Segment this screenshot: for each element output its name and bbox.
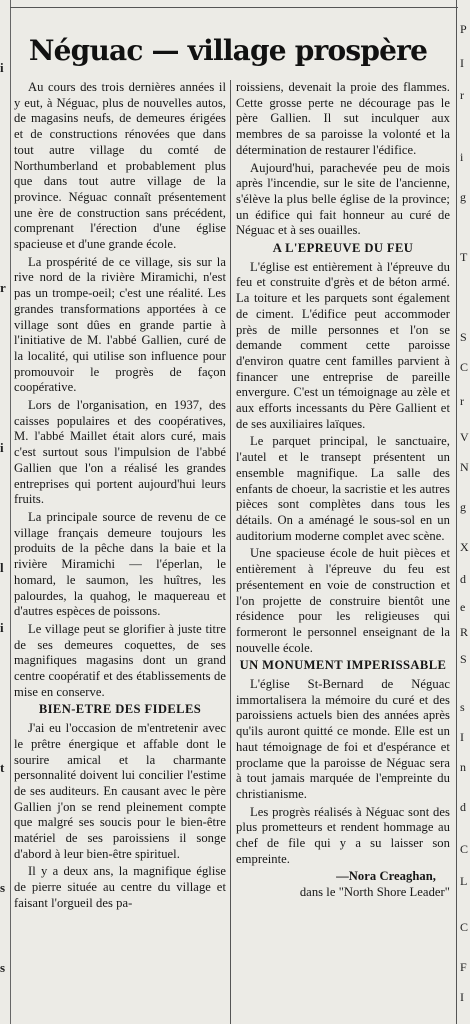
paragraph: roissiens, devenait la proie des flammes. Cette grosse perte ne décourage pas le père Gallien. Il sut inculquer aux membres de sa paroisse la volonté et la détermination de restaurer l'édifice. xyxy=(236,80,450,157)
margin-fragment-letter: i xyxy=(460,150,464,164)
margin-fragment-letter: L xyxy=(460,874,468,888)
margin-fragment-letter: C xyxy=(460,360,469,374)
margin-fragment-letter: t xyxy=(0,760,5,775)
adjacent-column-fragment xyxy=(459,0,470,1024)
margin-fragment-letter: i xyxy=(0,620,4,635)
left-column-edge xyxy=(0,0,11,1024)
margin-fragment-letter: i xyxy=(0,60,4,75)
margin-fragment-letter: S xyxy=(460,330,467,344)
top-rule xyxy=(10,7,458,8)
paragraph: L'église est entièrement à l'épreuve du feu et construite d'grès et de béton armé. La toiture et les parquets sont également de ciment. L'édifice peut accommoder près de mille personnes et l'on se demande comment cette paroisse d'environ quatre cent familles parvient à financer une entreprise de pareille envergure. C'est un témoignage au zèle et aux efforts incessants du Père Gallient et de ses auxiliaires laïques. xyxy=(236,259,450,431)
paragraph: L'église St-Bernard de Néguac immortalisera la mémoire du curé et des paroissiens actuels bien des années après qu'ils auront quitté ce monde. Elle est un haut témoignage de foi et d'espérance et proclame que la paroisse de Néguac sera à tout jamais marquée de l'empreinte du christianisme. xyxy=(236,677,450,801)
margin-fragment-letter: S xyxy=(460,652,467,666)
margin-fragment-letter: N xyxy=(460,460,469,474)
margin-fragment-letter: d xyxy=(460,572,466,586)
margin-fragment-letter: X xyxy=(460,540,469,554)
paragraph: La prospérité de ce village, sis sur la rive nord de la rivière Miramichi, n'est pas un trompe-oeil; c'est une réalité. Les grandes transformations apportées à ce village sont dûes en grande partie à l'initiative de M. l'abbé Gallien, curé de la localité, qui utilise son influence pour promouvoir le progrès de façon coopérative. xyxy=(14,254,226,395)
source-credit: dans le "North Shore Leader" xyxy=(299,885,450,900)
article-title: Néguac — village prospère xyxy=(28,34,428,67)
margin-fragment-letter: s xyxy=(460,700,465,714)
margin-fragment-letter: P xyxy=(460,22,467,36)
paragraph: Les progrès réalisés à Néguac sont des plus prometteurs et rendent hommage au chef de file qui y a su laisser son empreinte. xyxy=(236,804,450,866)
margin-fragment-letter: r xyxy=(460,88,464,102)
section-subhead: BIEN-ETRE DES FIDELES xyxy=(38,702,202,717)
margin-fragment-letter: i xyxy=(0,440,4,455)
paragraph: Il y a deux ans, la magnifique église de pierre située au centre du village et faisant l'orgueil des pa- xyxy=(14,864,226,910)
margin-fragment-letter: s xyxy=(0,960,6,975)
margin-fragment-letter: r xyxy=(460,394,464,408)
paragraph: Le parquet principal, le sanctuaire, l'autel et le transept présentent un ensemble magnifique. La salle des enfants de choeur, la sacristie et les autres pièces sont complètes dans tous les détails. On a aménagé le sous-sol en un auditorium moderne complet avec scène. xyxy=(236,434,450,543)
margin-fragment-letter: d xyxy=(460,800,466,814)
right-column-edge xyxy=(456,0,457,1024)
margin-fragment-letter: s xyxy=(0,880,6,895)
paragraph: J'ai eu l'occasion de m'entretenir avec le prêtre énergique et affable dont le sourire amical et la charmante personnalité doivent lui concilier l'estime de ses auditeurs. En causant avec le père Gallien j'on se rend pleinement compte que malgré ses soucis pour le bien-être matériel de ses paroissiens il songe d'abord à leur bien-être spirituel. xyxy=(14,721,226,861)
paragraph: Aujourd'hui, parachevée peu de mois après l'incendie, sur le site de l'ancienne, s'élève la plus belle église de la province; un édifice qui fait honneur au curé de Néguac et à ses ouailles. xyxy=(236,160,450,238)
margin-fragment-letter: e xyxy=(460,600,466,614)
margin-fragment-letter: V xyxy=(460,430,469,444)
margin-fragment-letter: R xyxy=(460,625,469,639)
margin-fragment-letter: r xyxy=(0,280,6,295)
margin-fragment-letter: C xyxy=(460,920,469,934)
author-signature: —Nora Creaghan, xyxy=(336,869,436,884)
paragraph: Le village peut se glorifier à juste titre de ses demeures coquettes, de ses magnifiques magasins dont un grand centre coopératif et des établissements de mise en conserve. xyxy=(14,621,226,699)
paragraph: Lors de l'organisation, en 1937, des caisses populaires et des coopératives, M. l'abbé Maillet était alors curé, mais c'est surtout sous l'impulsion de l'abbé Gallien que l'on a réalisé les grandes entreprises qui portent aujourd'hui leurs fruits. xyxy=(14,398,226,507)
margin-fragment-letter: I xyxy=(460,56,464,70)
section-subhead: UN MONUMENT IMPERISSABLE xyxy=(239,658,447,673)
margin-fragment-letter: n xyxy=(460,760,466,774)
margin-fragment-letter: I xyxy=(460,990,464,1004)
paragraph: Au cours des trois dernières années il y eut, à Néguac, plus de nouvelles autos, de magasins neufs, de demeures érigées et de constructions rénovées que dans tout autre village du comté de Northumberland et probablement plus que dans tout autre village de la province. Néguac connaît présentement une ère de construction sans précédent, comprenant l'érection d'une église spacieuse et d'une grande école. xyxy=(14,80,226,252)
margin-fragment-letter: F xyxy=(460,960,467,974)
margin-fragment-letter: T xyxy=(460,250,468,264)
margin-fragment-letter: g xyxy=(460,500,466,514)
section-subhead: A L'EPREUVE DU FEU xyxy=(272,241,414,256)
article-column-left xyxy=(14,80,226,914)
column-divider xyxy=(230,80,231,1024)
article-column-right xyxy=(236,80,450,901)
margin-fragment-letter: C xyxy=(460,842,469,856)
margin-fragment-letter: l xyxy=(0,560,4,575)
paragraph: Une spacieuse école de huit pièces et entièrement à l'épreuve du feu est présentement en voie de construction et l'on projette de construire bientôt une résidence pour les religieuses qui formeront le personnel enseignant de la nouvelle école. xyxy=(236,546,450,655)
paragraph: La principale source de revenu de ce village français demeure toujours les produits de la pêche dans la baie et la rivière Miramichi — l'éperlan, le homard, le saumon, les huîtres, les palourdes, la quahog, le maquereau et d'autres espèces de poissons. xyxy=(14,509,226,619)
margin-fragment-letter: I xyxy=(460,730,464,744)
margin-fragment-letter: g xyxy=(460,190,466,204)
